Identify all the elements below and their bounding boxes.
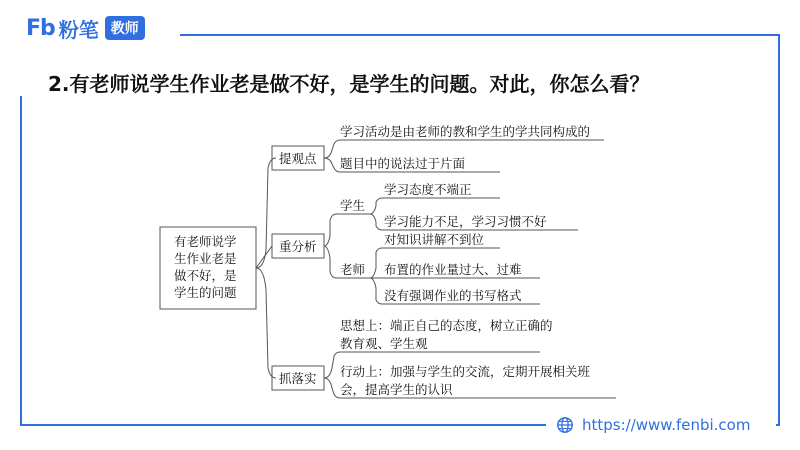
question-title: 2.有老师说学生作业老是做不好，是学生的问题。对此，你怎么看？: [48, 72, 650, 96]
action-leaf-2-line-1: 行动上：加强与学生的交流，定期开展相关班: [340, 364, 591, 379]
footer-url[interactable]: https://www.fenbi.com: [582, 416, 751, 434]
connector-analysis-student: [324, 214, 370, 246]
student-leaf-2: 学习能力不足，学习习惯不好: [384, 214, 547, 229]
teacher-leaf-3: 没有强调作业的书写格式: [384, 288, 522, 303]
root-node-line-1: 有老师说学: [174, 234, 237, 249]
connector-root-analysis: [256, 246, 272, 268]
connector-root-viewpoint: [256, 158, 276, 268]
connector-root-action: [256, 268, 276, 378]
branch-viewpoint-label: 提观点: [279, 151, 317, 166]
root-node-line-2: 生作业老是: [174, 251, 237, 266]
logo-name: 粉笔: [58, 17, 99, 42]
teacher-leaf-1: 对知识讲解不到位: [384, 232, 485, 247]
action-leaf-2-line-2: 会，提高学生的认识: [340, 382, 453, 397]
branch-analysis-label: 重分析: [279, 239, 317, 254]
action-leaf-1-line-1: 思想上：端正自己的态度，树立正确的: [340, 318, 553, 333]
logo-badge: 教师: [105, 16, 145, 40]
analysis-group-teacher: 老师: [340, 262, 366, 277]
viewpoint-leaf-1: 学习活动是由老师的教和学生的学共同构成的: [340, 124, 591, 139]
teacher-leaf-2: 布置的作业量过大、过难: [384, 262, 522, 277]
globe-icon: [556, 416, 574, 434]
student-leaf-1: 学习态度不端正: [384, 182, 472, 197]
analysis-group-student: 学生: [340, 198, 366, 213]
action-leaf-1-line-2: 教育观、学生观: [340, 336, 428, 351]
root-node-line-4: 学生的问题: [174, 285, 237, 300]
connector-student-leaf-1: [370, 198, 500, 214]
root-node-line-3: 做不好，是: [174, 268, 237, 283]
logo-mark: Fb: [26, 15, 55, 41]
branch-action-label: 抓落实: [279, 371, 317, 386]
viewpoint-leaf-2: 题目中的说法过于片面: [340, 156, 466, 171]
footer-link[interactable]: [546, 410, 776, 440]
